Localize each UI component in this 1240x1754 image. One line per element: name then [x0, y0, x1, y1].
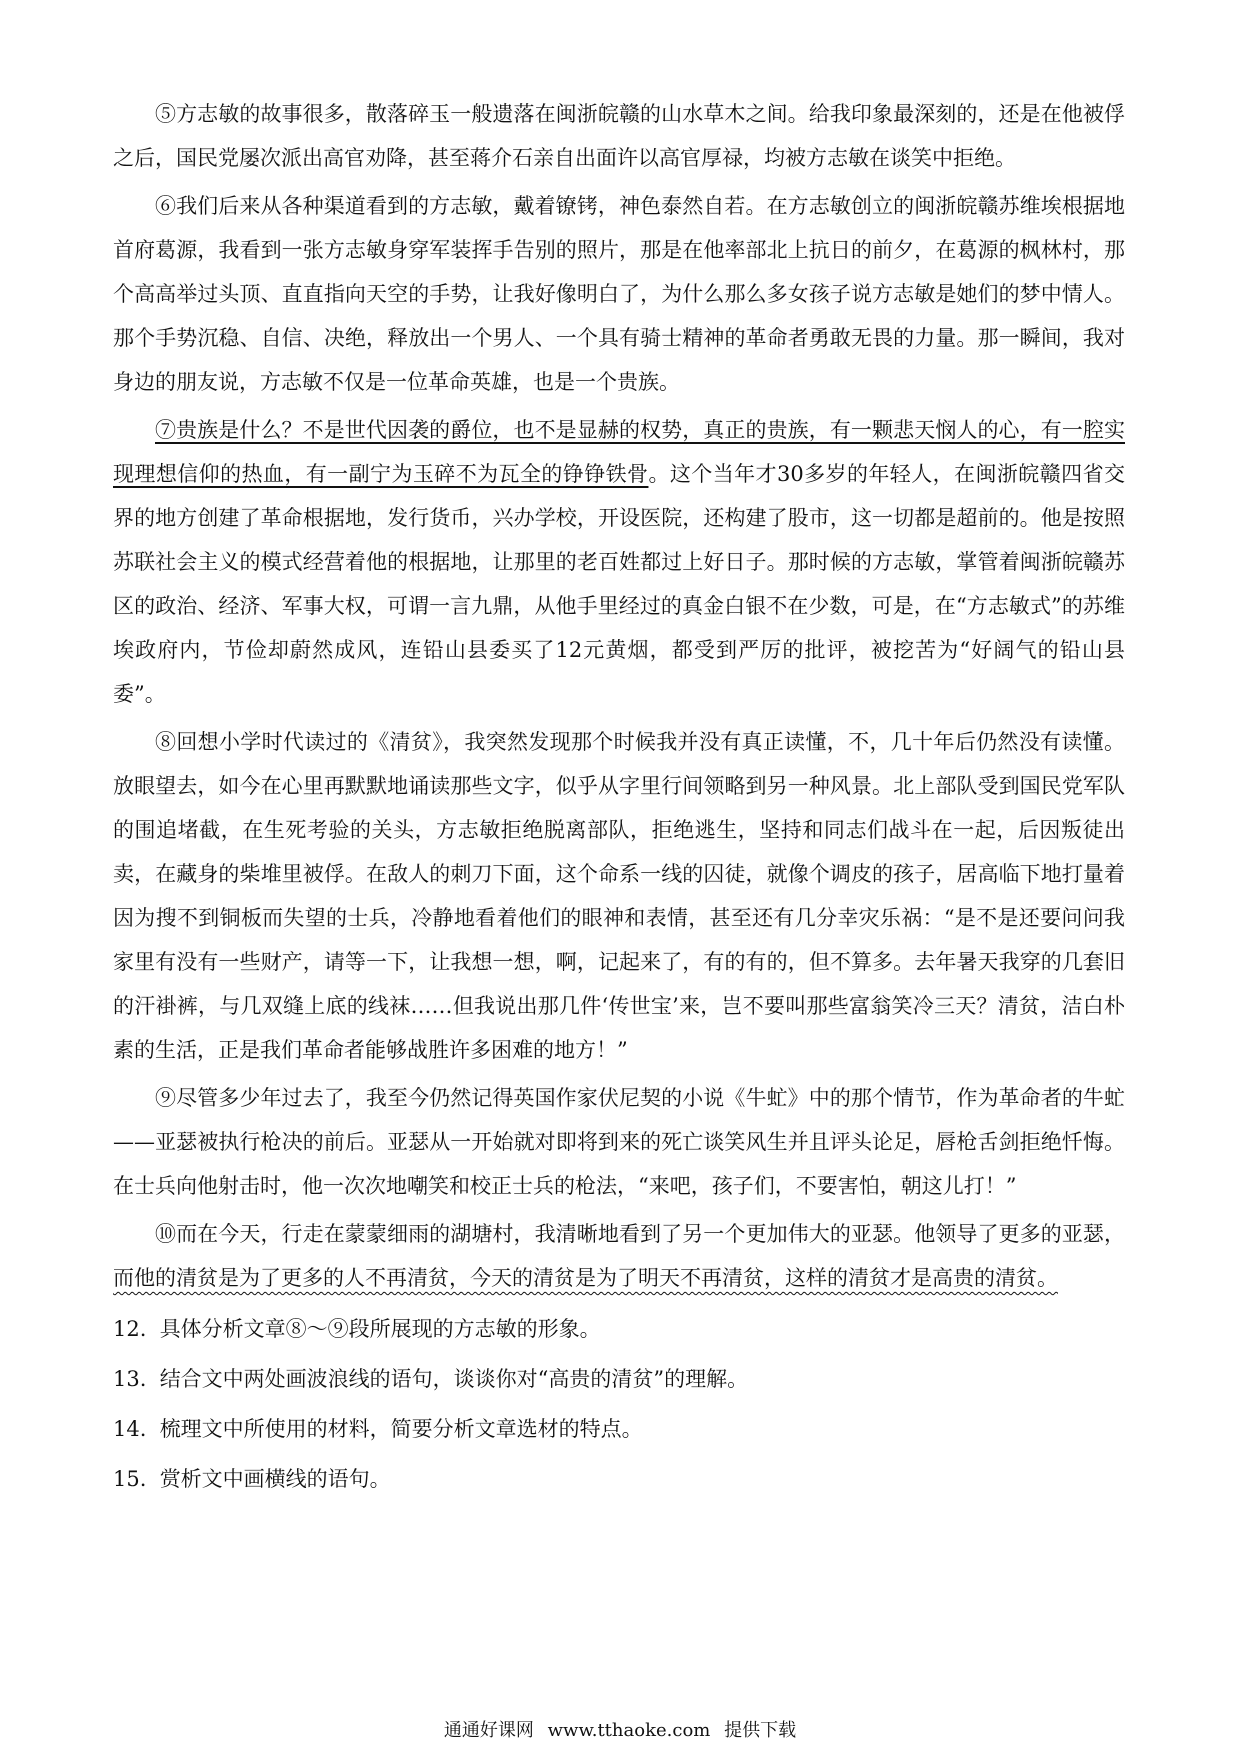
article-body: [113, 92, 1125, 1504]
paragraph-6: ⑥我们后来从各种渠道看到的方志敏，戴着镣铐，神色泰然自若。在方志敏创立的闽浙皖赣苏维埃根据地首府葛源，我看到一张方志敏身穿军装挥手告别的照片，那是在他率部北上抗日的前夕，在葛源的枫林村，那个高高举过头顶、直直指向天空的手势，让我好像明白了，为什么那么多女孩子说方志敏是她们的梦中情人。那个手势沉稳、自信、决绝，释放出一个男人、一个具有骑士精神的革命者勇敢无畏的力量。那一瞬间，我对身边的朋友说，方志敏不仅是一位革命英雄，也是一个贵族。: [113, 194, 1125, 394]
paragraph-7: [113, 408, 1125, 716]
question-13: [113, 1354, 1125, 1404]
paragraph-10: [113, 1212, 1125, 1300]
question-14: [113, 1404, 1125, 1454]
footer-suffix: 提供下载: [724, 1720, 797, 1741]
question-text: 赏析文中画横线的语句。: [159, 1467, 391, 1491]
footer-site-name: 通通好课网: [443, 1720, 534, 1741]
question-list: [113, 1304, 1125, 1504]
page-footer: [0, 1716, 1240, 1742]
footer-url-link[interactable]: www.tthaoke.com: [547, 1720, 711, 1741]
question-text: 梳理文中所使用的材料，简要分析文章选材的特点。: [159, 1417, 643, 1441]
underlined-sentence: ⑦贵族是什么？不是世代因袭的爵位，也不是显赫的权势，真正的贵族，有一颗悲天悯人的心，有一腔实现理想信仰的热血，有一副宁为玉碎不为瓦全的铮铮铁骨: [113, 418, 1125, 486]
question-number: 14.: [113, 1417, 147, 1441]
wavy-underlined-sentence: 而他的清贫是为了更多的人不再清贫，今天的清贫是为了明天不再清贫，这样的清贫才是高贵的清贫。: [113, 1266, 1058, 1290]
question-text: 具体分析文章⑧～⑨段所展现的方志敏的形象。: [159, 1317, 601, 1341]
paragraph-7-rest: 。这个当年才30多岁的年轻人，在闽浙皖赣四省交界的地方创建了革命根据地，发行货币，兴办学校，开设医院，还构建了股市，这一切都是超前的。他是按照苏联社会主义的模式经营着他的根据地，让那里的老百姓都过上好日子。那时候的方志敏，掌管着闽浙皖赣苏区的政治、经济、军事大权，可谓一言九鼎，从他手里经过的真金白银不在少数，可是，在“方志敏式”的苏维埃政府内，节俭却蔚然成风，连铅山县委买了12元黄烟，都受到严厉的批评，被挖苦为“好阔气的铅山县委”。: [113, 462, 1125, 706]
question-12: [113, 1304, 1125, 1354]
question-number: 13.: [113, 1367, 147, 1391]
question-number: 15.: [113, 1467, 147, 1491]
question-15: [113, 1454, 1125, 1504]
question-number: 12.: [113, 1317, 147, 1341]
paragraph-10-start: ⑩而在今天，行走在蒙蒙细雨的湖塘村，我清晰地看到了另一个更加伟大的亚瑟。他领导了更多的亚瑟，: [155, 1222, 1125, 1246]
paragraph-9: ⑨尽管多少年过去了，我至今仍然记得英国作家伏尼契的小说《牛虻》中的那个情节，作为革命者的牛虻——亚瑟被执行枪决的前后。亚瑟从一开始就对即将到来的死亡谈笑风生并且评头论足，唇枪舌剑拒绝忏悔。在士兵向他射击时，他一次次地嘲笑和校正士兵的枪法，“来吧，孩子们，不要害怕，朝这儿打！”: [113, 1086, 1125, 1198]
paragraph-5: ⑤方志敏的故事很多，散落碎玉一般遗落在闽浙皖赣的山水草木之间。给我印象最深刻的，还是在他被俘之后，国民党屡次派出高官劝降，甚至蒋介石亲自出面许以高官厚禄，均被方志敏在谈笑中拒绝。: [113, 102, 1125, 170]
question-text: 结合文中两处画波浪线的语句，谈谈你对“高贵的清贫”的理解。: [159, 1367, 749, 1391]
paragraph-8: ⑧回想小学时代读过的《清贫》，我突然发现那个时候我并没有真正读懂，不，几十年后仍然没有读懂。放眼望去，如今在心里再默默地诵读那些文字，似乎从字里行间领略到另一种风景。北上部队受到国民党军队的围追堵截，在生死考验的关头，方志敏拒绝脱离部队，拒绝逃生，坚持和同志们战斗在一起，后因叛徒出卖，在藏身的柴堆里被俘。在敌人的刺刀下面，这个命系一线的囚徒，就像个调皮的孩子，居高临下地打量着因为搜不到铜板而失望的士兵，冷静地看着他们的眼神和表情，甚至还有几分幸灾乐祸：“是不是还要问问我家里有没有一些财产，请等一下，让我想一想，啊，记起来了，有的有的，但不算多。去年暑天我穿的几套旧的汗褂裤，与几双缝上底的线袜……但我说出那几件‘传世宝’来，岂不要叫那些富翁笑冷三天？清贫，洁白朴素的生活，正是我们革命者能够战胜许多困难的地方！”: [113, 730, 1125, 1062]
